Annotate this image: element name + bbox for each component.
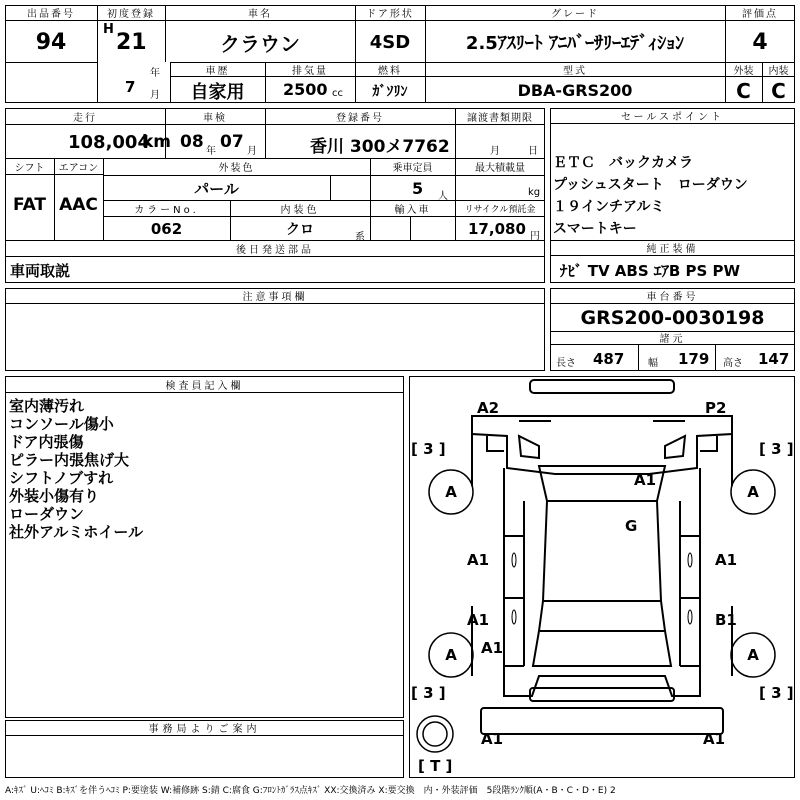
equip-label: 純正装備 bbox=[550, 240, 795, 256]
reg-number: 香川 300メ7762 bbox=[310, 137, 450, 157]
tread-front-left: [ 3 ] bbox=[411, 440, 446, 458]
spare-tire-mark: [ T ] bbox=[418, 757, 453, 775]
capacity-unit: 人 bbox=[438, 191, 448, 202]
office-label: 事務局よりご案内 bbox=[5, 720, 404, 736]
disp-value: 2500 bbox=[283, 80, 328, 99]
name-label: 車名 bbox=[165, 5, 355, 21]
inspect-year: 08 bbox=[180, 132, 204, 152]
width-label: 幅 bbox=[648, 358, 658, 369]
inspector-line-1: 室内薄汚れ bbox=[9, 397, 85, 415]
mileage-label: 走行 bbox=[73, 112, 97, 124]
inspect-month-unit: 月 bbox=[247, 146, 257, 157]
inspector-line-6: 外装小傷有り bbox=[9, 487, 100, 505]
car-outline bbox=[409, 376, 795, 778]
mark-door-right-rear: B1 bbox=[715, 611, 737, 629]
ac-label: エアコン bbox=[54, 158, 103, 175]
ext-label: 外装 bbox=[725, 62, 762, 77]
grade-label: グレード bbox=[425, 5, 725, 21]
history-label: 車歴 bbox=[170, 62, 265, 77]
height-value: 147 bbox=[758, 350, 790, 368]
mark-door-right-front: A1 bbox=[715, 551, 738, 569]
tread-front-right: [ 3 ] bbox=[759, 440, 794, 458]
score-value: 4 bbox=[752, 29, 768, 55]
color-value: パール bbox=[194, 179, 239, 198]
mark-hood: A1 bbox=[634, 471, 657, 489]
transfer-day: 日 bbox=[528, 146, 538, 157]
mark-roof: G bbox=[625, 517, 638, 535]
inspector-label: 検査員記入欄 bbox=[5, 376, 404, 393]
era-mark: H bbox=[103, 22, 114, 37]
chassis-label: 車台番号 bbox=[550, 288, 795, 304]
capacity-label: 乗車定員 bbox=[392, 163, 433, 174]
color-no-value: 062 bbox=[150, 219, 183, 238]
inspect-label: 車検 bbox=[203, 112, 227, 124]
notes-label: 注意事項欄 bbox=[5, 288, 545, 304]
inspect-month: 07 bbox=[220, 132, 244, 152]
fuel-value: ｶﾞｿﾘﾝ bbox=[372, 83, 408, 100]
month-unit: 月 bbox=[150, 90, 160, 101]
lot-number: 94 bbox=[35, 29, 67, 55]
import-label: 輸入車 bbox=[394, 204, 431, 216]
mark-door-left-rear: A1 bbox=[467, 611, 490, 629]
color-no-label: カラーNo. bbox=[134, 204, 199, 216]
height-label: 高さ bbox=[723, 358, 743, 369]
inspector-line-7: ローダウン bbox=[9, 505, 85, 523]
tread-rear-left: [ 3 ] bbox=[411, 684, 446, 702]
mark-door-left-front: A1 bbox=[467, 551, 490, 569]
capacity-value: 5 bbox=[412, 179, 424, 198]
tire-rear-left: A bbox=[445, 646, 457, 664]
load-label: 最大積載量 bbox=[475, 163, 525, 174]
color-label: 外装色 bbox=[218, 163, 255, 174]
length-value: 487 bbox=[593, 350, 625, 368]
recycle-label: リサイクル預託金 bbox=[464, 204, 536, 215]
shift-label: シフト bbox=[5, 158, 54, 175]
mileage-value: 108,004 bbox=[68, 132, 150, 153]
int-color-value: クロ bbox=[286, 221, 314, 238]
legend-text: A:ｷｽﾞ U:ﾍｺﾐ B:ｷｽﾞを伴うﾍｺﾐ P:要塗装 W:補修跡 S:錆 C:腐食 G:ﾌﾛﾝﾄｶﾞﾗｽ点ｷｽﾞ XX:交換済み X:要交換 内・外装評価 5段階ﾗﾝｸ順(A・B・C・D・E) 2 bbox=[5, 786, 616, 796]
history-value: 自家用 bbox=[190, 81, 245, 103]
equip-value: ﾅﾋﾞ TV ABS ｴｱB PS PW bbox=[560, 262, 741, 280]
mileage-unit: km bbox=[142, 132, 172, 152]
grade-value: 2.5ｱｽﾘｰﾄ ｱﾆﾊﾞｰｻﾘｰｴﾃﾞｨｼｮﾝ bbox=[465, 33, 685, 54]
tire-front-right: A bbox=[747, 483, 759, 501]
car-name: クラウン bbox=[220, 31, 300, 56]
first-reg-label: 初度登録 bbox=[97, 5, 165, 21]
tread-rear-right: [ 3 ] bbox=[759, 684, 794, 702]
mark-rear-right: A1 bbox=[703, 730, 726, 748]
model-label: 型式 bbox=[425, 62, 725, 77]
model-value: DBA-GRS200 bbox=[517, 81, 633, 100]
mark-a2: A2 bbox=[477, 399, 500, 417]
later-parts-value: 車両取説 bbox=[10, 262, 71, 280]
score-label: 評価点 bbox=[725, 5, 795, 21]
lot-label: 出品番号 bbox=[5, 5, 97, 21]
inspector-line-2: コンソール傷小 bbox=[9, 415, 114, 433]
tire-front-left: A bbox=[445, 483, 457, 501]
first-reg-year: 21 bbox=[116, 30, 147, 55]
length-label: 長さ bbox=[556, 358, 576, 369]
later-parts-label: 後日発送部品 bbox=[236, 244, 314, 256]
ac-value: AAC bbox=[59, 195, 98, 215]
shift-value: FAT bbox=[12, 195, 47, 215]
inspect-year-unit: 年 bbox=[206, 146, 216, 157]
tire-rear-right: A bbox=[747, 646, 759, 664]
int-grade: C bbox=[771, 78, 786, 103]
sales-label: セールスポイント bbox=[550, 108, 795, 124]
int-color-label: 内装色 bbox=[280, 204, 320, 216]
reg-label: 登録番号 bbox=[336, 112, 384, 124]
mark-rear-left: A1 bbox=[481, 730, 504, 748]
dims-label: 諸元 bbox=[550, 331, 795, 345]
ext-grade: C bbox=[736, 78, 751, 103]
door-label: ドア形状 bbox=[355, 5, 425, 21]
first-reg-month: 7 bbox=[125, 78, 136, 96]
chassis-number: GRS200-0030198 bbox=[580, 307, 765, 329]
disp-unit: cc bbox=[332, 88, 343, 99]
transfer-label: 譲渡書類期限 bbox=[467, 112, 533, 124]
transfer-month: 月 bbox=[490, 146, 500, 157]
sales-line-3: １９インチアルミ bbox=[553, 199, 665, 215]
door-type: 4SD bbox=[369, 31, 411, 53]
mark-p2: P2 bbox=[705, 399, 727, 417]
inspector-line-5: シフトノブすれ bbox=[9, 469, 114, 487]
inspector-line-3: ドア内張傷 bbox=[9, 433, 84, 451]
recycle-value: 17,080 bbox=[468, 220, 526, 238]
recycle-unit: 円 bbox=[530, 231, 540, 242]
mark-quarter-left: A1 bbox=[481, 639, 504, 657]
inspector-line-4: ピラー内張焦げ大 bbox=[9, 451, 130, 469]
inspector-line-8: 社外アルミホイール bbox=[9, 523, 144, 541]
sales-line-2: プッシュスタート ローダウン bbox=[553, 177, 748, 193]
year-unit: 年 bbox=[150, 68, 160, 79]
fuel-label: 燃料 bbox=[355, 62, 425, 77]
sales-line-1: ＥＴＣ バックカメラ bbox=[553, 155, 693, 171]
width-value: 179 bbox=[678, 350, 710, 368]
int-color-unit: 系 bbox=[355, 232, 365, 243]
int-label: 内装 bbox=[762, 62, 795, 77]
disp-label: 排気量 bbox=[265, 62, 355, 77]
sales-line-4: スマートキー bbox=[553, 221, 637, 237]
load-unit: kg bbox=[528, 187, 541, 198]
